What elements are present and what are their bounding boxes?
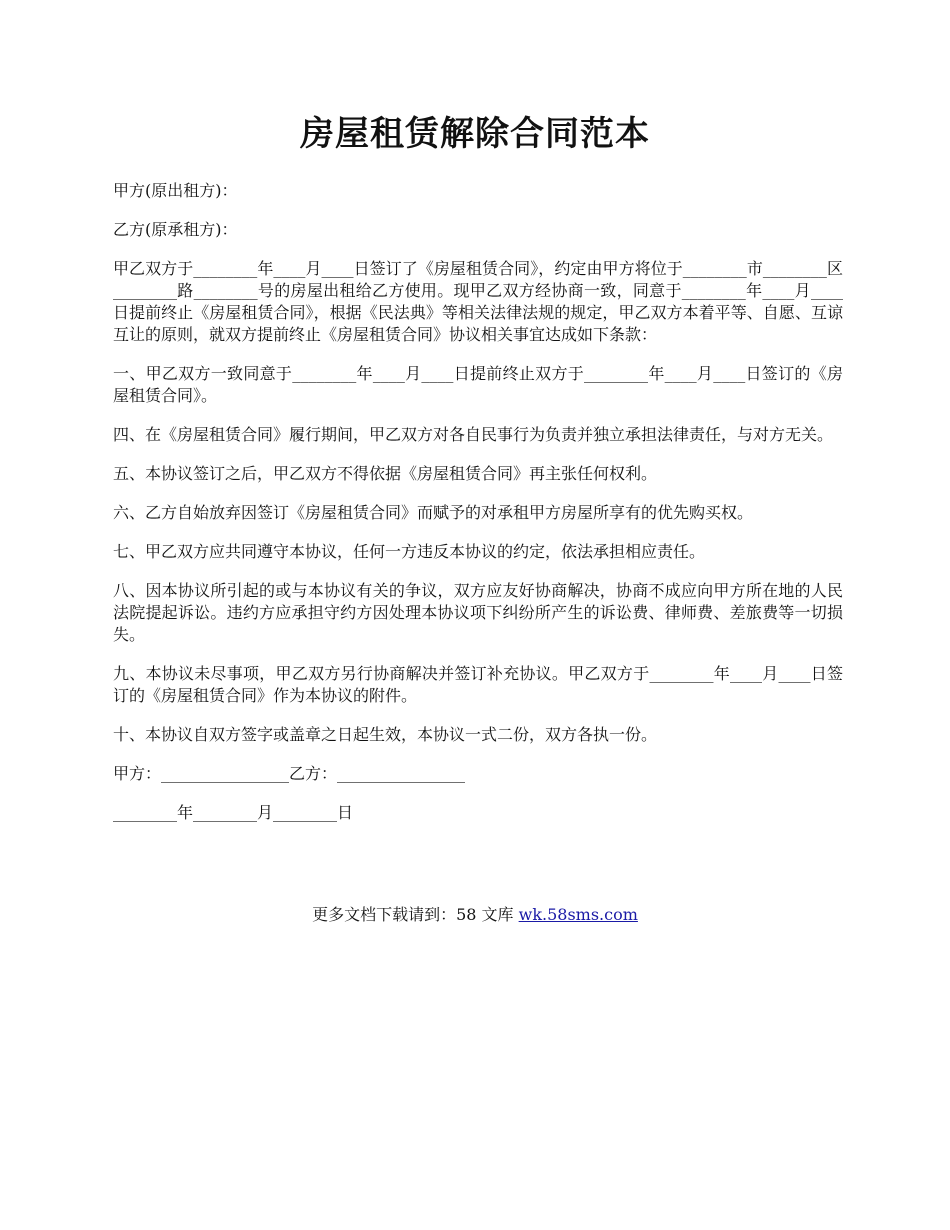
date-line: ________年________月________日 [113,803,354,822]
preamble-paragraph: 甲乙双方于________年____月____日签订了《房屋租赁合同》，约定由甲方将位于________市________区________路________号的房屋出租给乙方使用。现甲乙双方经协商一致，同意于________年____月____日提前终止《房屋租赁合同》，根据《民法典》等相关法律法规的规定，甲乙双方本着平等、自愿、互谅互让的原则，就双方提前终止《房屋租赁合同》协议相关事宜达成如下条款： [113,259,843,344]
party-a-line: 甲方(原出租方)： [113,181,238,200]
clause-6: 六、乙方自始放弃因签订《房屋租赁合同》而赋予的对承租甲方房屋所享有的优先购买权。 [113,503,754,522]
download-footer [0,904,950,926]
footer-text: 更多文档下载请到：58 文库 [312,905,519,924]
document-title: 房屋租赁解除合同范本 [300,114,650,154]
clause-9: 九、本协议未尽事项，甲乙双方另行协商解决并签订补充协议。甲乙双方于________年____月____日签订的《房屋租赁合同》作为本协议的附件。 [113,664,843,705]
clause-7: 七、甲乙双方应共同遵守本协议，任何一方违反本协议的约定，依法承担相应责任。 [113,542,706,561]
party-b-line: 乙方(原承租方)： [113,220,238,239]
clause-8: 八、因本协议所引起的或与本协议有关的争议，双方应友好协商解决，协商不成应向甲方所在地的人民法院提起诉讼。违约方应承担守约方因处理本协议项下纠纷所产生的诉讼费、律师费、差旅费等一切损失。 [113,581,843,644]
clause-10: 十、本协议自双方签字或盖章之日起生效，本协议一式二份，双方各执一份。 [113,725,658,744]
document-body [113,180,843,841]
signature-line: 甲方：________________乙方：________________ [113,764,466,783]
clause-5: 五、本协议签订之后，甲乙双方不得依据《房屋租赁合同》再主张任何权利。 [113,464,658,483]
clause-1: 一、甲乙双方一致同意于________年____月____日提前终止双方于________年____月____日签订的《房屋租赁合同》。 [113,364,843,405]
footer-link[interactable]: wk.58sms.com [518,905,638,924]
clause-4: 四、在《房屋租赁合同》履行期间，甲乙双方对各自民事行为负责并独立承担法律责任，与对方无关。 [113,425,834,444]
